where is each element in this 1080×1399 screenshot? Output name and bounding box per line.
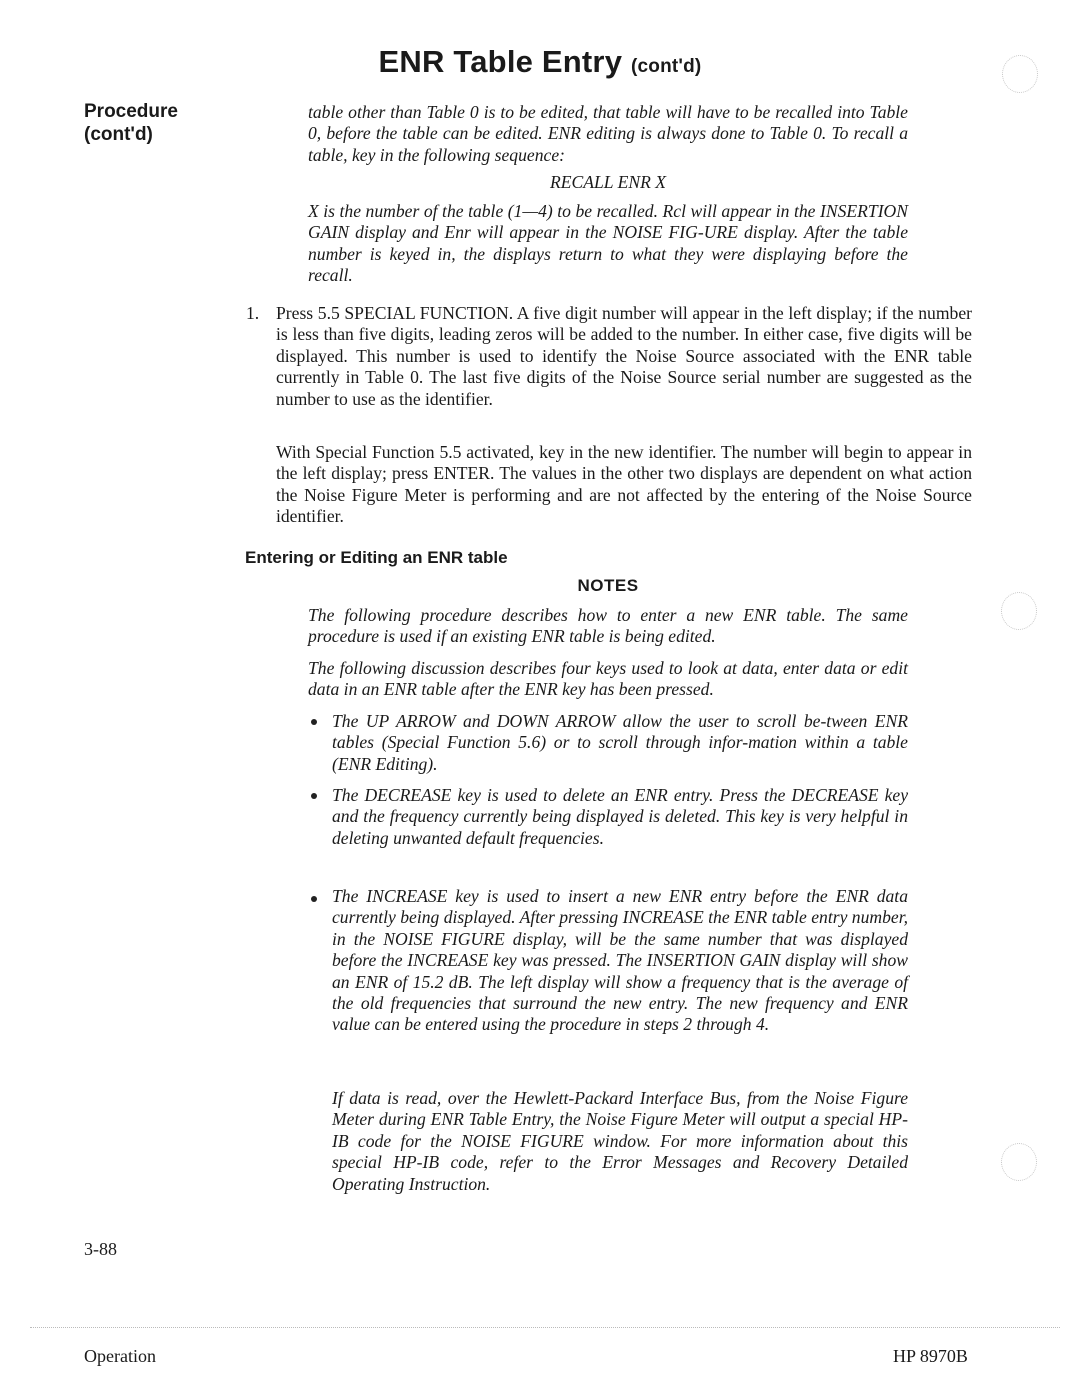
recall-sequence: RECALL ENR X bbox=[549, 172, 666, 192]
note-paragraph: The following discussion describes four keys used to look at data, enter data or edit data in an ENR table after the ENR key has been pressed. bbox=[308, 658, 908, 700]
step-number: 1. bbox=[246, 303, 260, 323]
list-item: The UP ARROW and DOWN ARROW allow the user to scroll be-tween ENR tables (Special Function 5.6) or to scroll through infor-mation within a table (ENR Editing). bbox=[332, 711, 908, 774]
footer-divider bbox=[30, 1327, 1060, 1328]
recall-explanation: X is the number of the table (1—4) to be recalled. Rcl will appear in the INSERTION GAIN display and Enr will appear in the NOISE FIG-URE display. After the table number is keyed in, the displays return to what they were displaying before the recall. bbox=[308, 201, 908, 286]
list-item: The INCREASE key is used to insert a new ENR entry before the ENR data currently being displayed. After pressing INCREASE the ENR table entry number, in the NOISE FIGURE display, will be the same number that was displayed before the INCREASE key was pressed. The INSERTION GAIN display will show an ENR of 15.2 dB. The left display will show a frequency that is the average of the old frequencies that surround the new entry. The new frequency and ENR value can be entered using the procedure in steps 2 through 4. bbox=[332, 886, 908, 1035]
page-number: 3-88 bbox=[84, 1239, 117, 1259]
list-item: The DECREASE key is used to delete an ENR entry. Press the DECREASE key and the frequency currently being displayed is deleted. This key is very helpful in deleting unwanted default frequencies. bbox=[332, 785, 908, 848]
section-side-label bbox=[84, 100, 178, 146]
footer-left: Operation bbox=[84, 1346, 156, 1366]
page-title-main: ENR Table Entry bbox=[378, 44, 623, 79]
page-title bbox=[0, 44, 1080, 80]
note-paragraph: The following procedure describes how to enter a new ENR table. The same procedure is used if an existing ENR table is being edited. bbox=[308, 605, 908, 647]
side-label-line1: Procedure bbox=[84, 101, 178, 122]
notes-heading: NOTES bbox=[577, 576, 639, 595]
side-label-line2: (cont'd) bbox=[84, 124, 153, 145]
binder-hole-icon bbox=[1001, 1143, 1037, 1181]
hpib-note: If data is read, over the Hewlett-Packard Interface Bus, from the Noise Figure Meter during ENR Table Entry, the Noise Figure Meter will output a special HP-IB code for the NOISE FIGURE window. For more information about this special HP-IB code, refer to the Error Messages and Recovery Detailed Operating Instruction. bbox=[332, 1088, 908, 1194]
footer-right: HP 8970B bbox=[893, 1346, 968, 1366]
section-heading: Entering or Editing an ENR table bbox=[245, 548, 508, 567]
bullet-dot-icon bbox=[311, 793, 317, 799]
binder-hole-icon bbox=[1001, 592, 1037, 630]
step1-followup: With Special Function 5.5 activated, key in the new identifier. The number will begin to appear in the left display; press ENTER. The values in the other two displays are dependent on what action the Noise Figure Meter is performing and are not affected by the entering of the Noise Source identifier. bbox=[276, 442, 972, 527]
bullet-dot-icon bbox=[311, 896, 317, 902]
page-title-suffix: (cont'd) bbox=[630, 56, 702, 77]
intro-paragraph: table other than Table 0 is to be edited, that table will have to be recalled into Table 0, before the table can be edited. ENR editing is always done to Table 0. To recall a table, key in the following sequence: bbox=[308, 102, 908, 165]
step1-text: Press 5.5 SPECIAL FUNCTION. A five digit number will appear in the left display; if the number is less than five digits, leading zeros will be added to the number. In either case, five digits will be displayed. This number is used to identify the Noise Source associated with the ENR table currently in Table 0. The last five digits of the Noise Source serial number are suggested as the number to use as the identifier. bbox=[276, 303, 972, 409]
binder-hole-icon bbox=[1002, 55, 1038, 93]
bullet-dot-icon bbox=[311, 719, 317, 725]
